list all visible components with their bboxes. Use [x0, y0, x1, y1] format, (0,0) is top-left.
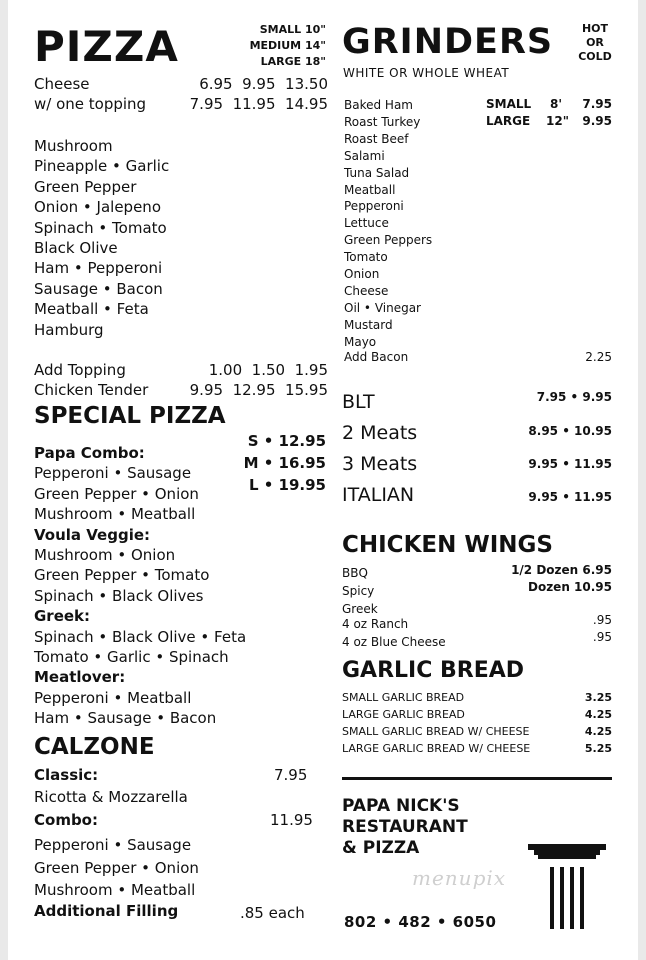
wing-flavor: BBQ [342, 566, 368, 580]
wing-flavor: Greek [342, 602, 378, 616]
extra-name: Chicken Tender [34, 381, 149, 399]
wing-side-name: 4 oz Blue Cheese [342, 635, 446, 649]
special-item-line: Spinach • Black Olive • Feta [34, 627, 247, 646]
special-pizza-title: SPECIAL PIZZA [34, 403, 226, 429]
extra-prices: 1.00 1.50 1.95 [208, 361, 328, 379]
grinder-item: Onion [344, 267, 380, 282]
hot-or-cold [570, 22, 620, 64]
garlic-bread-row [342, 689, 612, 706]
garlic-bread-row [342, 740, 612, 757]
wings-price-dozen: Dozen 10.95 [527, 580, 612, 594]
divider [342, 777, 612, 780]
special-item-line: Tomato • Garlic • Spinach [34, 648, 229, 667]
special-price-large: L • 19.95 [248, 476, 326, 494]
grinder-size-label: SMALL [486, 97, 532, 111]
chicken-wings-title: CHICKEN WINGS [342, 532, 553, 558]
sandwich-name: ITALIAN [342, 484, 415, 506]
size-large: LARGE 18" [260, 55, 326, 68]
wings-prices [478, 562, 612, 596]
calzone-combo-price: 11.95 [270, 811, 313, 829]
calzone-classic-label: Classic: [34, 766, 99, 784]
sandwich-price: 9.95 • 11.95 [528, 490, 612, 504]
grinder-item: Mustard [344, 317, 393, 332]
special-item-name: Greek: [34, 607, 91, 626]
pizza-row-prices: 6.95 9.95 13.50 [199, 75, 328, 93]
special-item-line: Green Pepper • Tomato [34, 566, 210, 585]
grinders-list [344, 97, 432, 351]
sandwich-name: 3 Meats [342, 453, 418, 475]
grinder-item: Roast Beef [344, 131, 409, 146]
calzone-additional-label: Additional Filling [34, 902, 179, 920]
garlic-bread-name: SMALL GARLIC BREAD W/ CHEESE [342, 725, 530, 738]
garlic-bread-title: GARLIC BREAD [342, 658, 525, 683]
grinder-item: Pepperoni [344, 199, 404, 214]
grinder-size-label: LARGE [486, 114, 531, 128]
grinder-size: 8' [550, 97, 563, 111]
sandwich-name: 2 Meats [342, 422, 418, 444]
special-price-medium: M • 16.95 [243, 454, 326, 472]
grinder-item: Tuna Salad [344, 165, 410, 180]
grinder-size: 12" [546, 114, 569, 128]
special-item-line: Ham • Sausage • Bacon [34, 709, 217, 728]
pizza-sizes [238, 22, 326, 70]
cold-label: COLD [578, 50, 612, 63]
calzone-title: CALZONE [34, 734, 155, 760]
add-bacon-price: 2.25 [585, 350, 612, 364]
special-item-line: Green Pepper • Onion [34, 484, 199, 503]
hot-label: HOT [581, 22, 609, 35]
size-medium: MEDIUM 14" [249, 39, 326, 52]
wings-price-half: 1/2 Dozen 6.95 [511, 563, 612, 577]
garlic-bread-name: LARGE GARLIC BREAD W/ CHEESE [342, 742, 531, 755]
topping-item: Green Pepper [34, 177, 137, 196]
grinder-size-price: 9.95 [582, 114, 612, 128]
special-prices [238, 430, 326, 496]
calzone-combo-list [34, 834, 199, 902]
special-item-line: Mushroom • Meatball [34, 505, 196, 524]
sandwich-price: 8.95 • 10.95 [528, 424, 612, 438]
pizza-toppings-list [34, 136, 169, 340]
grinder-item: Tomato [344, 250, 388, 265]
restaurant-name-line: & PIZZA [342, 838, 420, 858]
size-small: SMALL 10" [259, 23, 326, 36]
special-item-name: Papa Combo: [34, 444, 145, 462]
calzone-additional-price: .85 each [240, 904, 305, 922]
extra-prices: 9.95 12.95 15.95 [189, 381, 328, 399]
garlic-bread-name: SMALL GARLIC BREAD [342, 691, 465, 704]
calzone-classic-desc: Ricotta & Mozzarella [34, 788, 188, 806]
watermark: menupix [412, 866, 507, 890]
special-item-line: Pepperoni • Sausage [34, 464, 192, 483]
grinder-item: Mayo [344, 334, 377, 349]
sandwich-price: 7.95 • 9.95 [536, 390, 612, 404]
grinder-item: Lettuce [344, 216, 389, 231]
sandwich-name: BLT [342, 391, 375, 413]
grinders-bread: WHITE OR WHOLE WHEAT [343, 66, 510, 80]
garlic-bread-price: 5.25 [584, 742, 612, 755]
calzone-combo-line: Green Pepper • Onion [34, 858, 199, 877]
calzone-combo-line: Pepperoni • Sausage [34, 836, 192, 854]
grinder-item: Meatball [344, 182, 396, 197]
topping-item: Sausage • Bacon [34, 279, 163, 298]
grinder-item: Roast Turkey [344, 114, 421, 129]
calzone-combo-label: Combo: [34, 811, 98, 829]
restaurant-name-line: PAPA NICK'S [342, 796, 460, 816]
or-label: OR [586, 36, 604, 49]
topping-item: Hamburg [34, 320, 104, 339]
pizza-row-name: Cheese [34, 75, 90, 93]
wing-flavor: Spicy [342, 584, 375, 598]
garlic-bread-row [342, 706, 612, 723]
add-bacon-label: Add Bacon [344, 350, 409, 364]
calzone-classic-price: 7.95 [274, 766, 308, 784]
grinder-size-price: 7.95 [582, 97, 612, 111]
topping-item: Onion • Jalepeno [34, 198, 161, 217]
calzone-combo-line: Mushroom • Meatball [34, 881, 196, 899]
grinder-item: Green Peppers [344, 233, 433, 248]
garlic-bread-price: 3.25 [584, 691, 612, 704]
grinder-item: Salami [344, 148, 385, 163]
special-item-name: Voula Veggie: [34, 525, 151, 544]
pizza-row-name: w/ one topping [34, 95, 147, 113]
wing-side-price: .95 [592, 630, 612, 644]
special-item-line: Spinach • Black Olives [34, 586, 204, 605]
wing-side-name: 4 oz Ranch [342, 617, 409, 631]
wings-list [342, 564, 378, 618]
special-items-list [34, 443, 246, 729]
topping-item: Spinach • Tomato [34, 218, 167, 237]
garlic-bread-row [342, 723, 612, 740]
wing-side-price: .95 [592, 613, 612, 627]
special-item-line: Pepperoni • Meatball [34, 688, 192, 707]
garlic-bread-name: LARGE GARLIC BREAD [342, 708, 465, 721]
special-price-small: S • 12.95 [247, 432, 326, 450]
pizza-row-prices: 7.95 11.95 14.95 [189, 95, 328, 113]
garlic-bread-price: 4.25 [584, 725, 612, 738]
restaurant-name [342, 796, 468, 859]
extra-name: Add Topping [34, 361, 126, 379]
topping-item: Mushroom [34, 137, 113, 155]
topping-item: Ham • Pepperoni [34, 259, 163, 278]
pizza-title: PIZZA [34, 22, 179, 71]
garlic-bread-price: 4.25 [584, 708, 612, 721]
restaurant-name-line: RESTAURANT [342, 817, 468, 837]
menu-page [8, 0, 638, 960]
phone-number: 802 • 482 • 6050 [344, 913, 497, 931]
grinder-item: Oil • Vinegar [344, 300, 421, 315]
special-item-line: Mushroom • Onion [34, 546, 176, 565]
special-item-name: Meatlover: [34, 668, 126, 687]
sandwich-price: 9.95 • 11.95 [528, 457, 612, 471]
topping-item: Black Olive [34, 239, 118, 258]
topping-item: Pineapple • Garlic [34, 157, 170, 176]
garlic-bread-list [342, 689, 612, 757]
greek-column-icon [524, 838, 614, 936]
topping-item: Meatball • Feta [34, 300, 149, 319]
grinder-item: Cheese [344, 283, 389, 298]
grinder-item: Baked Ham [344, 98, 413, 112]
grinders-title: GRINDERS [342, 22, 554, 62]
